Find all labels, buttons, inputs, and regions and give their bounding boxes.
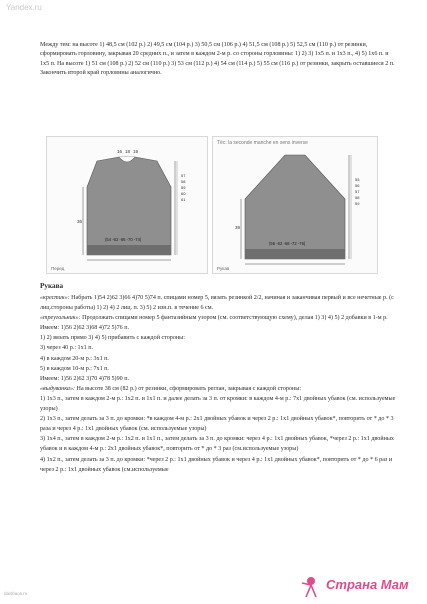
instruction-paragraph: 1) 1x3 п., затем в каждом 2-м р.: 1x2 п. и 1x1 п. и далее делать за 3 п. от кромки: в каждом 4-м р.: 7x1 двойных убавок (см. используемые узоры) bbox=[40, 395, 396, 413]
front-diagram bbox=[46, 136, 208, 274]
sleeve-bottom-values: (56 -62 -68 -72 -76) bbox=[269, 241, 306, 246]
front-side-label-4: 60 bbox=[181, 191, 186, 196]
sleeve-side-label-5: 59 bbox=[355, 201, 360, 206]
instruction-paragraph: «треугольник»: Продолжать спицами номер 5 фантазийным узором (см. соответствующую схему), делая 1) 3) 4) 5) 2 добавки в 1-м р. Имеем: 1)56 2)62 3)68 4)72 5)76 п. bbox=[40, 315, 388, 332]
stork-icon bbox=[298, 573, 324, 599]
sleeve-diagram bbox=[212, 136, 378, 274]
instruction-paragraph: 2) 1x3 п., затем делать за 3 п. до кромки: *в каждом 4-м р.: 2x1 двойных убавок и через 2 р.: 1x1 двойных убавок*, повторить от * до * 3 раза и через 4 р.: 1x1 двойных убавок (см. используемые узоры) bbox=[40, 416, 394, 433]
sleeve-side-label-4: 58 bbox=[355, 195, 360, 200]
section-title: Рукава bbox=[40, 282, 64, 290]
front-bottom-values: (54 -62 -66 -70 -74) bbox=[105, 237, 142, 242]
sleeve-side-label-1: 55 bbox=[355, 177, 360, 182]
site-logo[interactable] bbox=[290, 571, 425, 601]
intro-paragraph: Между тем: на высоте 1) 48,5 см (102 р.) 2) 49,5 см (104 р.) 3) 50,5 см (106 р.) 4) 51,5 см (108 р.) 5) 52,5 см (110 р.) от резинки, сформировать горловину, закрывая 20 средних п., и затем в каждом 2-м р. со стороны горловины: 1) 2) 3) 1x5 п. и 1x3 п., 4) 5) 1x6 п. и 1x5 п. На высоте 1) 51 см (108 р.) 2) 52 см (110 р.) 3) 53 см (112 р.) 4) 54 см (114 р.) 5) 55 см (116 р.) от резинки, закрыть оставшиеся 2 п. Закончить второй край горловины аналогично. bbox=[40, 42, 395, 77]
front-top-label-2: 18 bbox=[125, 149, 131, 154]
instruction-paragraph: 1) 2) вязать прямо 3) 4) 5) прибавить с каждой стороны: bbox=[40, 335, 185, 342]
sleeve-height-label: 39 bbox=[235, 225, 241, 230]
sleeve-side-label-2: 56 bbox=[355, 183, 360, 188]
sleeve-bottom-label: Рукав bbox=[217, 266, 230, 271]
instruction-paragraph: 3) через 40 р.: 1x1 п. bbox=[40, 345, 93, 352]
sleeve-schematic bbox=[213, 137, 377, 273]
instruction-paragraph: 4) в каждом 20-м р.: 3x1 п. bbox=[40, 355, 109, 362]
front-bottom-label: Перед bbox=[51, 266, 65, 271]
front-top-label-1: 16 bbox=[117, 149, 123, 154]
front-rib bbox=[87, 245, 171, 255]
instruction-paragraph: 4) 1x2 п., затем делать за 3 п. до кромки: *через 2 р.: 1x1 двойных убавок и через 4 р.: 1x1 двойных убавок*, повторить от * до * 6 раз и через 2 р.: 1x1 двойных убавок (см.используемые bbox=[40, 456, 393, 473]
sleeve-caption: Тёс: la seconde manche en sens inverse bbox=[217, 140, 308, 146]
footer-source: daisbaos.ru bbox=[4, 591, 28, 596]
front-schematic bbox=[47, 137, 207, 273]
sleeve-side-label-3: 57 bbox=[355, 189, 360, 194]
instruction-paragraph: «выдуванка»: На высоте 38 см (82 р.) от резинки, сформировать реглан, закрывая с каждой стороны: bbox=[40, 385, 302, 392]
front-height-label: 36 bbox=[77, 219, 83, 224]
instruction-paragraph: 3) 1x4 п., затем в каждом 2-м р.: 1x2 п. и 1x1 п., затем делать за 3 п. до кромки: через 4 р.: 1x1 двойных убавок, *через 2 р.: 1x1 двойных убавок и в каждом 4-м р.: 2x1 двойных убавок*, повторить от * до * 3 раз (см.используемые узоры) bbox=[40, 436, 394, 453]
front-side-label-1: 57 bbox=[181, 173, 186, 178]
logo-text: Страна Мам bbox=[326, 577, 409, 592]
front-side-label-5: 61 bbox=[181, 197, 186, 202]
instruction-paragraph: «крестик»: Набрать 1)54 2)62 3)66 4)70 5)74 п. спицами номер 5, вязать резинкой 2/2, начиная и заканчивая первый и все нечетные р. (с лиц.стороны работы) 1) 2) 4) 2 лиц. п. 3) 5) 2 изн.п. в течение 6 см. bbox=[40, 295, 394, 312]
sleeve-rib bbox=[245, 249, 345, 259]
watermark: Yandex.ru bbox=[6, 3, 42, 12]
front-side-label-2: 58 bbox=[181, 179, 186, 184]
diagrams-area bbox=[46, 136, 376, 272]
instruction-paragraph: 5) в каждом 10-м р.: 7x1 п. bbox=[40, 365, 109, 372]
instruction-paragraph: Имеем: 1)56 2)62 3)70 4)78 5)90 п. bbox=[40, 375, 129, 382]
front-top-label-3: 19 bbox=[133, 149, 139, 154]
instructions-body bbox=[40, 293, 398, 475]
front-side-label-3: 59 bbox=[181, 185, 186, 190]
